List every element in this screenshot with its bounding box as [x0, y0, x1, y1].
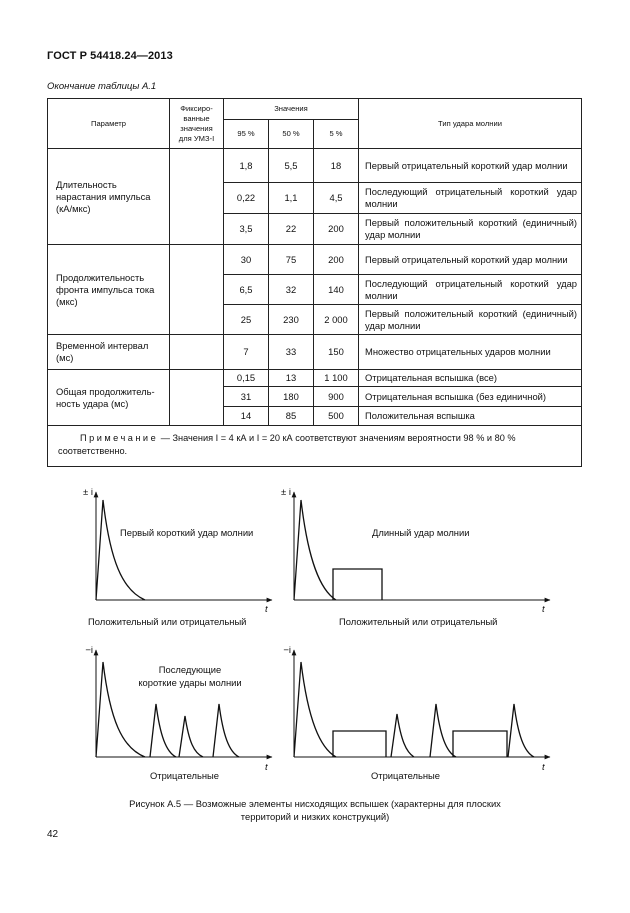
long-stroke-pulse — [333, 731, 386, 757]
header-parameter: Параметр — [48, 99, 170, 149]
header-fixed-values: Фиксиро-ванные значения для УМЗ-I — [170, 99, 224, 149]
impulse-curve — [391, 714, 414, 757]
value-5: 500 — [314, 407, 359, 426]
long-stroke-pulse — [453, 731, 507, 757]
impulse-curve — [508, 704, 534, 757]
table-note — [48, 426, 582, 467]
value-5: 4,5 — [314, 183, 359, 214]
value-95: 0,22 — [224, 183, 269, 214]
value-50: 5,5 — [269, 149, 314, 183]
y-axis-label: ± i — [281, 487, 291, 498]
impulse-curve — [96, 500, 145, 600]
type-cell: Первый положительный короткий (единичный) удар молнии — [359, 214, 582, 245]
type-cell: Отрицательная вспышка (все) — [359, 370, 582, 387]
figure-caption-line2: территорий и низких конструкций) — [240, 811, 390, 822]
panel-caption: Отрицательные — [371, 770, 440, 781]
value-50: 85 — [269, 407, 314, 426]
x-axis-label: t — [265, 762, 268, 773]
value-50: 75 — [269, 245, 314, 275]
value-5: 200 — [314, 214, 359, 245]
table-caption: Окончание таблицы А.1 — [47, 81, 157, 92]
fixed-cell — [170, 335, 224, 370]
header-5: 5 % — [314, 120, 359, 149]
value-5: 18 — [314, 149, 359, 183]
parameter-cell: Продолжительность фронта импульса тока (мкс) — [48, 245, 170, 335]
impulse-curve — [430, 704, 456, 757]
panel-caption: Положительный или отрицательный — [339, 616, 498, 627]
fixed-cell — [170, 149, 224, 245]
type-cell: Последующий отрицательный короткий удар молнии — [359, 275, 582, 305]
x-axis-label: t — [265, 604, 268, 615]
parameters-table — [47, 98, 582, 467]
type-cell: Последующий отрицательный короткий удар молнии — [359, 183, 582, 214]
impulse-curve — [213, 704, 239, 757]
value-50: 33 — [269, 335, 314, 370]
long-stroke-pulse — [333, 569, 382, 600]
x-axis-label: t — [542, 604, 545, 615]
type-cell: Первый отрицательный короткий удар молнии — [359, 245, 582, 275]
value-5: 200 — [314, 245, 359, 275]
header-50: 50 % — [269, 120, 314, 149]
panel-mixed-strokes — [283, 645, 550, 781]
value-5: 1 100 — [314, 370, 359, 387]
note-text: — Значения I = 4 кА и I = 20 кА соответствуют значениям вероятности 98 % и 80 % соответственно. — [58, 433, 516, 456]
page-number: 42 — [47, 829, 59, 840]
value-50: 180 — [269, 387, 314, 407]
table-row — [48, 370, 582, 387]
table-row — [48, 149, 582, 183]
panel-caption: Отрицательные — [150, 770, 219, 781]
value-50: 13 — [269, 370, 314, 387]
table-row — [48, 245, 582, 275]
parameter-cell: Временной интервал (мс) — [48, 335, 170, 370]
value-95: 30 — [224, 245, 269, 275]
header-values: Значения — [224, 99, 359, 120]
type-cell: Отрицательная вспышка (без единичной) — [359, 387, 582, 407]
header-type: Тип удара молнии — [359, 99, 582, 149]
x-axis-label: t — [542, 762, 545, 773]
type-cell: Первый положительный короткий (единичный) удар молнии — [359, 305, 582, 335]
panel-inner-label: короткие удары молнии — [138, 677, 242, 688]
value-5: 900 — [314, 387, 359, 407]
value-50: 32 — [269, 275, 314, 305]
panel-long-stroke — [281, 487, 550, 627]
panel-caption: Положительный или отрицательный — [88, 616, 247, 627]
panel-inner-label: Первый короткий удар молнии — [120, 527, 254, 538]
panel-first-short-stroke — [83, 487, 272, 627]
value-50: 230 — [269, 305, 314, 335]
y-axis-label: ± i — [83, 487, 93, 498]
parameter-cell: Общая продолжитель-ность удара (мс) — [48, 370, 170, 426]
type-cell: Положительная вспышка — [359, 407, 582, 426]
table-row — [48, 335, 582, 370]
fixed-cell — [170, 245, 224, 335]
type-cell: Множество отрицательных ударов молнии — [359, 335, 582, 370]
figure-caption-line1: Рисунок А.5 — Возможные элементы нисходящих вспышек (характерны для плоских — [129, 798, 501, 809]
table-note-row — [48, 426, 582, 467]
parameter-cell: Длительность нарастания импульса (кА/мкс) — [48, 149, 170, 245]
document-header: ГОСТ Р 54418.24—2013 — [47, 50, 173, 62]
value-95: 3,5 — [224, 214, 269, 245]
y-axis-label: −i — [85, 645, 93, 656]
type-cell: Первый отрицательный короткий удар молнии — [359, 149, 582, 183]
panel-inner-label: Длинный удар молнии — [372, 527, 470, 538]
value-95: 7 — [224, 335, 269, 370]
value-5: 140 — [314, 275, 359, 305]
value-95: 1,8 — [224, 149, 269, 183]
value-5: 150 — [314, 335, 359, 370]
impulse-curve — [294, 500, 336, 600]
impulse-curve — [150, 704, 176, 757]
header-95: 95 % — [224, 120, 269, 149]
panel-inner-label: Последующие — [158, 664, 222, 675]
value-50: 22 — [269, 214, 314, 245]
panel-subsequent-strokes — [85, 645, 272, 781]
fixed-cell — [170, 370, 224, 426]
lightning-figure — [0, 470, 630, 790]
value-50: 1,1 — [269, 183, 314, 214]
impulse-curve — [294, 662, 336, 757]
y-axis-label: −i — [283, 645, 291, 656]
value-95: 6,5 — [224, 275, 269, 305]
impulse-curve — [179, 716, 203, 757]
value-95: 25 — [224, 305, 269, 335]
value-95: 14 — [224, 407, 269, 426]
value-95: 31 — [224, 387, 269, 407]
figure-caption — [0, 797, 630, 823]
value-5: 2 000 — [314, 305, 359, 335]
value-95: 0,15 — [224, 370, 269, 387]
note-label: Примечание — [80, 433, 159, 443]
